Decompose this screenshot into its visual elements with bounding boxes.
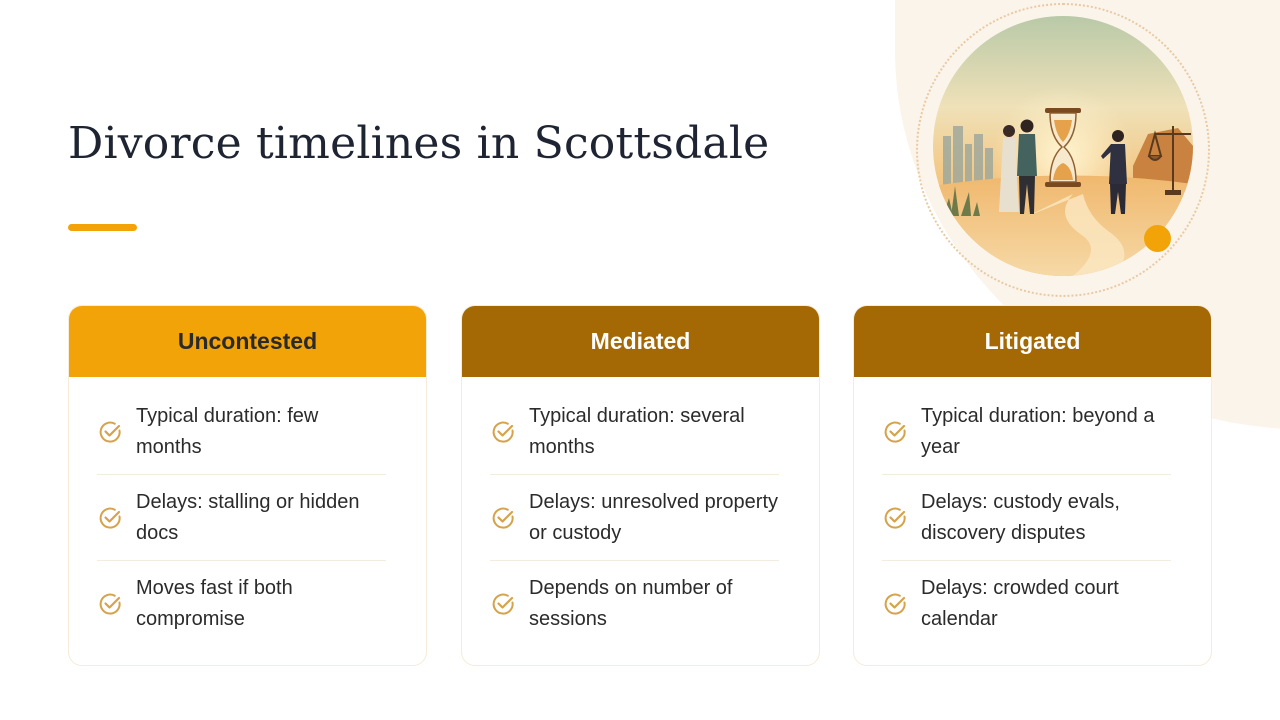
accent-dot [1144,225,1171,252]
item-text: Typical duration: several months [529,404,745,458]
check-circle-icon [97,419,123,445]
check-circle-icon [882,591,908,617]
list-item [490,475,779,561]
check-circle-icon [882,419,908,445]
title-accent-bar [68,224,137,231]
item-text: Typical duration: few months [136,404,319,458]
page-title: Divorce timelines in Scottsdale [68,118,770,169]
card-header: Litigated [854,306,1211,377]
check-circle-icon [97,591,123,617]
list-item [882,561,1171,647]
card-header: Mediated [462,306,819,377]
item-text: Depends on number of sessions [529,577,733,630]
card-mediated [461,305,820,666]
list-item [97,561,386,647]
list-item [490,389,779,475]
check-circle-icon [97,505,123,531]
item-text: Typical duration: beyond a year [921,404,1155,458]
item-text: Delays: stalling or hidden docs [136,490,360,544]
card-item-list [854,377,1211,647]
list-item [490,561,779,647]
list-item [97,389,386,475]
check-circle-icon [490,419,516,445]
card-litigated [853,305,1212,666]
list-item [882,389,1171,475]
card-header: Uncontested [69,306,426,377]
list-item [882,475,1171,561]
list-item [97,475,386,561]
check-circle-icon [882,505,908,531]
check-circle-icon [490,591,516,617]
card-item-list [69,377,426,647]
item-text: Moves fast if both compromise [136,577,293,630]
check-circle-icon [490,505,516,531]
item-text: Delays: custody evals, discovery disputes [921,490,1120,544]
item-text: Delays: unresolved property or custody [529,490,779,544]
card-item-list [462,377,819,647]
item-text: Delays: crowded court calendar [921,577,1119,630]
card-uncontested [68,305,427,666]
